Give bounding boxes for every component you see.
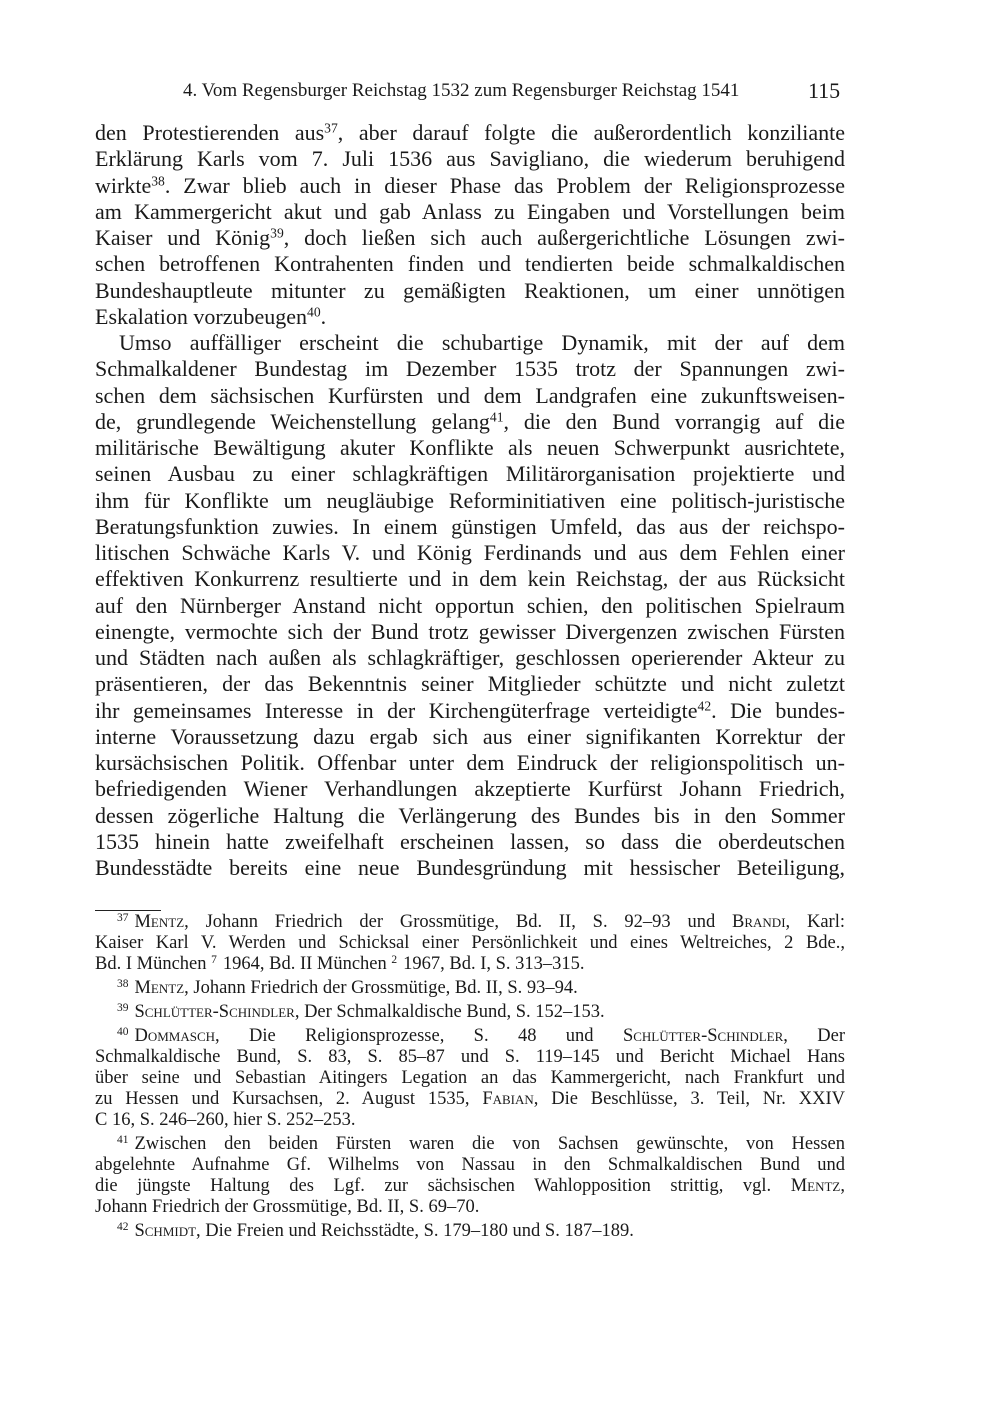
footnote-reference: 38 <box>117 977 129 990</box>
text-run: , Johann Friedrich der Grossmütige, Bd. II, S. 92–93 und <box>184 912 733 932</box>
text-line <box>95 698 845 724</box>
footnote <box>95 1134 845 1218</box>
text-run: ihm für Konflikte um neugläubige Reforminitiativen eine politisch-juristische <box>95 487 845 513</box>
text-line <box>95 435 845 461</box>
text-line <box>95 199 845 225</box>
text-line <box>95 566 845 592</box>
footnote-divider <box>95 910 161 911</box>
text-run: schen dem sächsischen Kurfürsten und dem Landgrafen eine zukunftsweisen- <box>95 382 845 408</box>
running-header: 4. Vom Regensburger Reichstag 1532 zum Regensburger Reichstag 1541 <box>183 80 740 101</box>
text-line <box>95 173 845 199</box>
footnote-line <box>95 1110 845 1131</box>
footnote-line <box>95 1068 845 1089</box>
text-line <box>95 304 845 330</box>
text-run: Schmalkaldische Bund, S. 83, S. 85–87 und S. 119–145 und Bericht Michael Hans <box>95 1047 845 1067</box>
text-line <box>95 225 845 251</box>
footnote-line <box>95 1089 845 1110</box>
footnote-reference: 40 <box>117 1025 129 1038</box>
text-run: Schmalkaldener Bundestag im Dezember 1535 trotz der Spannungen zwi- <box>95 356 845 382</box>
author-name: Mentz <box>790 1176 841 1196</box>
author-name: Schlütter-Schindler <box>134 1002 295 1022</box>
text-line <box>95 356 845 382</box>
text-run: Zwischen den beiden Fürsten waren die von Sachsen gewünschte, von Hessen <box>134 1134 845 1154</box>
text-run: , <box>840 1176 845 1196</box>
footnote-line <box>95 1026 845 1047</box>
text-run: . Zwar blieb auch in dieser Phase das Problem der Religionsprozesse <box>164 172 845 198</box>
text-run: 1535 hinein hatte zweifelhaft erscheinen lassen, so dass die oberdeutschen <box>95 828 845 854</box>
text-line <box>95 593 845 619</box>
footnote-reference: 37 <box>324 120 338 136</box>
text-run: C 16, S. 246–260, hier S. 252–253. <box>95 1110 356 1130</box>
footnote-reference: 7 <box>211 953 217 966</box>
text-run: Eskalation vorzubeugen <box>95 303 307 329</box>
text-run: , aber darauf folgte die außerordentlich konziliante <box>337 120 845 145</box>
footnote-line <box>95 1002 845 1023</box>
text-run: die jüngste Haltung des Lgf. zur sächsischen Wahlopposition strittig, vgl. <box>95 1176 791 1196</box>
text-run: , Johann Friedrich der Grossmütige, Bd. II, S. 93–94. <box>184 978 578 998</box>
author-name: Mentz <box>134 978 185 998</box>
footnote-reference: 37 <box>117 911 129 924</box>
footnote-line <box>95 1155 845 1176</box>
text-line <box>95 724 845 750</box>
footnote-reference: 40 <box>307 304 321 320</box>
text-line <box>95 330 845 356</box>
text-run: 1964, Bd. II München <box>222 954 392 974</box>
text-run: , Der Schmalkaldische Bund, S. 152–153. <box>294 1002 605 1022</box>
text-run: ihr gemeinsames Interesse in der Kirchengüterfrage verteidigte <box>95 697 698 723</box>
footnote-reference: 39 <box>117 1001 129 1014</box>
text-line <box>95 146 845 172</box>
footnote-reference: 41 <box>489 409 504 425</box>
text-run: den Protestierenden aus <box>95 120 325 145</box>
author-name: Mentz <box>134 912 185 932</box>
text-line <box>95 409 845 435</box>
text-run: befriedigenden Wiener Verhandlungen akzeptierte Kurfürst Johann Friedrich, <box>95 776 845 802</box>
text-line <box>95 855 845 881</box>
text-run: einengte, vermochte sich der Bund trotz gewisser Divergenzen zwischen Fürsten <box>95 618 845 644</box>
footnote-line <box>95 1134 845 1155</box>
text-run: Kaiser und König <box>95 225 271 250</box>
body-text <box>95 120 845 881</box>
text-run: , Karl: <box>785 912 845 932</box>
text-run: , die den Bund vorrangig auf die <box>503 408 845 434</box>
text-run: , Die Freien und Reichsstädte, S. 179–180 und S. 187–189. <box>196 1221 634 1241</box>
footnote-line <box>95 954 845 975</box>
text-run: und Städten nach außen als schlagkräftiger, geschlossen operierender Akteur zu <box>95 645 845 670</box>
text-line <box>95 803 845 829</box>
footnote-line <box>95 1047 845 1068</box>
text-run: kursächsischen Politik. Offenbar unter dem Eindruck der religionspolitisch un- <box>95 750 845 775</box>
footnote-reference: 41 <box>117 1133 129 1146</box>
footnote <box>95 912 845 975</box>
text-run: schen betroffenen Kontrahenten finden und tendierten beide schmalkaldischen <box>95 251 845 277</box>
text-run: litischen Schwäche Karls V. und König Ferdinands und aus dem Fehlen einer <box>95 540 845 565</box>
text-run: Umso auffälliger erscheint die schubartige Dynamik, mit der auf dem <box>119 330 845 355</box>
footnote <box>95 1221 845 1242</box>
text-run: interne Voraussetzung dazu ergab sich aus einer signifikanten Korrektur der <box>95 723 845 749</box>
footnote-line <box>95 912 845 933</box>
footnote-line <box>95 1197 845 1218</box>
text-run: Bd. I München <box>95 954 212 974</box>
text-line <box>95 514 845 540</box>
footnote-reference: 2 <box>391 953 398 966</box>
text-run: , doch ließen sich auch außergerichtliche Lösungen zwi- <box>283 225 845 250</box>
footnote-reference: 39 <box>270 225 284 241</box>
text-run: de, grundlegende Weichenstellung gelang <box>95 408 490 434</box>
author-name: Brandi <box>732 912 786 932</box>
text-line <box>95 251 845 277</box>
text-run: auf den Nürnberger Anstand nicht opportun schien, den politischen Spielraum <box>95 592 845 618</box>
text-run: . <box>320 303 327 329</box>
footnote-line <box>95 1221 845 1242</box>
footnote-reference: 42 <box>697 698 712 713</box>
author-name: Schlütter-Schindler <box>622 1026 784 1046</box>
text-run: Erklärung Karls vom 7. Juli 1536 aus Savigliano, die wiederum beruhigend <box>95 146 845 172</box>
text-run: seinen Ausbau zu einer schlagkräftigen Militärorganisation projektierte und <box>95 461 845 487</box>
text-line <box>95 645 845 671</box>
text-line <box>95 776 845 802</box>
footnote-line <box>95 1176 845 1197</box>
text-run: . Die bundes- <box>711 697 845 723</box>
text-run: am Kammergericht akut und gab Anlass zu Eingaben und Vorstellungen beim <box>95 198 845 224</box>
text-line <box>95 461 845 487</box>
footnote <box>95 1002 845 1023</box>
text-run: 1967, Bd. I, S. 313–315. <box>403 954 585 974</box>
text-run: zu Hessen und Kursachsen, 2. August 1535, <box>95 1089 483 1109</box>
text-run: Bundesstädte bereits eine neue Bundesgründung mit hessischer Beteiligung, <box>95 855 845 880</box>
text-run: Beratungsfunktion zuwies. In einem günstigen Umfeld, das aus der reichspo- <box>95 513 845 539</box>
author-name: Schmidt <box>134 1221 197 1241</box>
text-run: Kaiser Karl V. Werden und Schicksal einer Persönlichkeit und eines Weltreiches, 2 Bde., <box>95 933 845 953</box>
text-line <box>95 120 845 146</box>
text-line <box>95 278 845 304</box>
footnote-reference: 42 <box>117 1220 129 1233</box>
text-line <box>95 671 845 697</box>
text-run: wirkte <box>95 172 152 198</box>
footnote-reference: 38 <box>151 173 165 188</box>
text-line <box>95 750 845 776</box>
author-name: Dommasch <box>134 1026 216 1046</box>
text-run: , Die Religionsprozesse, S. 48 und <box>215 1026 623 1046</box>
text-run: Johann Friedrich der Grossmütige, Bd. II, S. 69–70. <box>95 1197 480 1217</box>
text-line <box>95 488 845 514</box>
footnote <box>95 978 845 999</box>
page-number: 115 <box>808 78 841 103</box>
footnote <box>95 1026 845 1131</box>
text-run: dessen zögerliche Haltung die Verlängerung des Bundes bis in den Sommer <box>95 802 845 828</box>
text-run: , Der <box>783 1026 845 1046</box>
text-run: , Die Beschlüsse, 3. Teil, Nr. XXIV <box>533 1089 845 1109</box>
text-run: Bundeshauptleute mitunter zu gemäßigten Reaktionen, um einer unnötigen <box>95 277 845 303</box>
author-name: Fabian <box>482 1089 534 1109</box>
footnote-line <box>95 933 845 954</box>
text-line <box>95 383 845 409</box>
text-run: effektiven Konkurrenz resultierte und in dem kein Reichstag, der aus Rücksicht <box>95 566 845 592</box>
text-line <box>95 540 845 566</box>
text-line <box>95 619 845 645</box>
text-run: abgelehnte Aufnahme Gf. Wilhelms von Nassau in den Schmalkaldischen Bund und <box>95 1155 845 1175</box>
text-line <box>95 829 845 855</box>
text-run: militärische Bewältigung akuter Konflikte als neuen Schwerpunkt ausrichtete, <box>95 435 845 460</box>
footnote-line <box>95 978 845 999</box>
text-run: präsentieren, der das Bekenntnis seiner Mitglieder schützte und nicht zuletzt <box>95 671 845 697</box>
footnotes <box>95 912 845 1245</box>
text-run: über seine und Sebastian Aitingers Legation an das Kammergericht, nach Frankfurt und <box>95 1068 845 1088</box>
